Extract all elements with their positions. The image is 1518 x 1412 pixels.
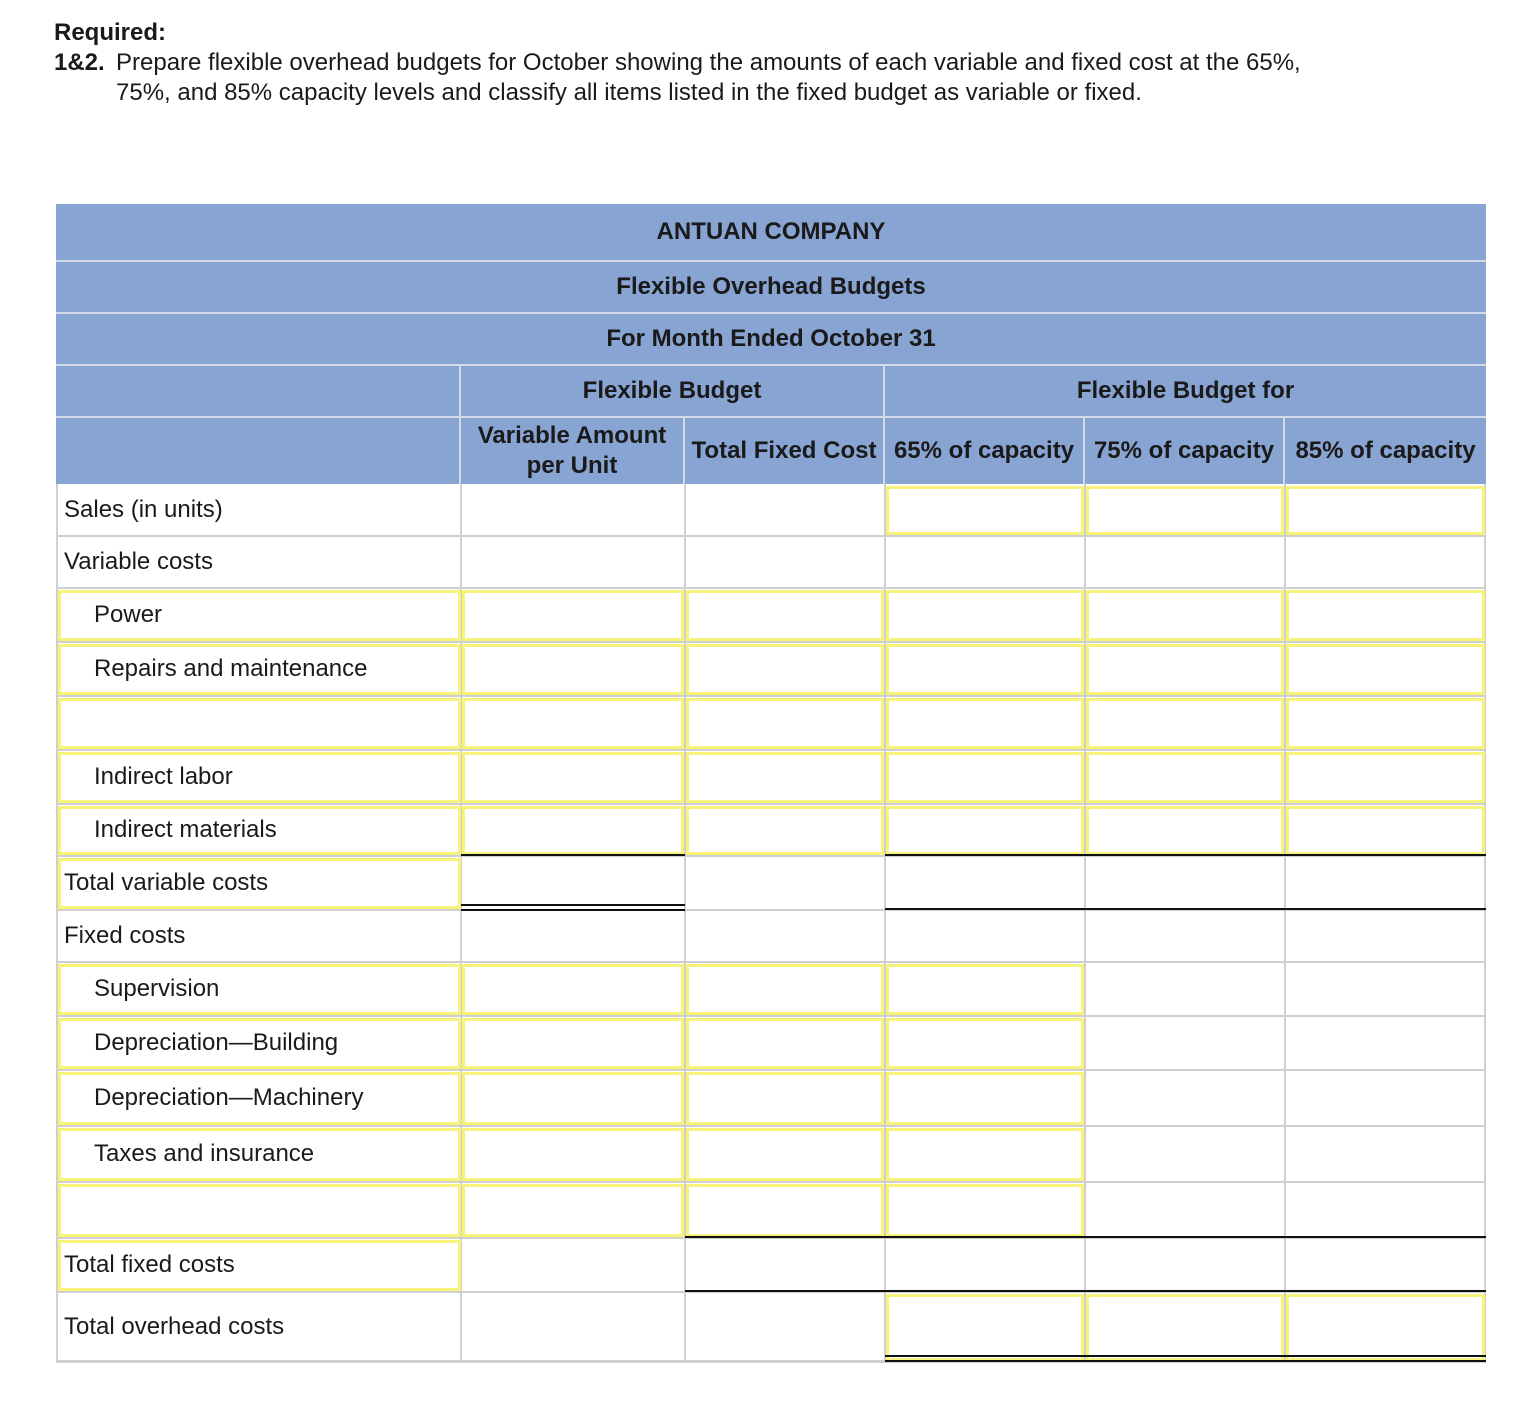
rule-above-total-variable <box>461 854 685 856</box>
row-supervision-label: Supervision <box>94 975 220 1002</box>
row-repairs-maintenance-bottom-line <box>56 695 1486 697</box>
row-fixed-costs-bottom-line <box>56 961 1486 963</box>
row-supervision-total-fixed-input[interactable] <box>686 964 884 1015</box>
rule-double-total-overhead-1 <box>885 1355 1486 1357</box>
row-depreciation-machinery-bottom-line <box>56 1125 1486 1127</box>
row-indirect-labor-bottom-line <box>56 803 1486 805</box>
rule-below-total-variable-capacity <box>885 908 1486 910</box>
row-power-75-capacity-input[interactable] <box>1086 590 1284 641</box>
row-indirect-materials-65-capacity-input[interactable] <box>886 806 1084 855</box>
row-indirect-labor-label: Indirect labor <box>94 763 233 790</box>
row-total-overhead-costs-75-capacity-input[interactable] <box>1086 1294 1284 1361</box>
row-depreciation-building-label: Depreciation—Building <box>94 1029 339 1056</box>
row-supervision-65-capacity-input[interactable] <box>886 964 1084 1015</box>
row-taxes-insurance-label: Taxes and insurance <box>94 1140 315 1167</box>
row-supervision-bottom-line <box>56 1015 1486 1017</box>
row-depreciation-machinery-total-fixed-input[interactable] <box>686 1072 884 1125</box>
row-blank-variable-85-capacity-input[interactable] <box>1286 698 1485 749</box>
requirement-text-block <box>54 48 1354 108</box>
row-blank-variable-bottom-line <box>56 749 1486 751</box>
row-blank-fixed-variable-amount-input[interactable] <box>462 1184 684 1237</box>
row-depreciation-building-variable-amount-input[interactable] <box>462 1018 684 1069</box>
row-variable-costs-label: Variable costs <box>64 548 213 575</box>
required-heading: Required: <box>54 19 167 46</box>
row-indirect-labor-variable-amount-input[interactable] <box>462 752 684 803</box>
header-total-fixed-cost: Total Fixed Cost <box>685 418 885 484</box>
header-flexible-budget: Flexible Budget <box>461 366 885 418</box>
row-taxes-insurance-total-fixed-input[interactable] <box>686 1128 884 1181</box>
row-depreciation-machinery-label: Depreciation—Machinery <box>94 1084 364 1111</box>
row-supervision-variable-amount-input[interactable] <box>462 964 684 1015</box>
row-indirect-materials-total-fixed-input[interactable] <box>686 806 884 855</box>
row-indirect-materials-85-capacity-input[interactable] <box>1286 806 1485 855</box>
rule-double-total-variable-2 <box>461 909 685 911</box>
row-power-total-fixed-input[interactable] <box>686 590 884 641</box>
flexible-budget-worksheet <box>56 204 1486 1362</box>
row-power-65-capacity-input[interactable] <box>886 590 1084 641</box>
row-indirect-materials-75-capacity-input[interactable] <box>1086 806 1284 855</box>
row-total-variable-costs-label: Total variable costs <box>64 869 269 896</box>
requirement-number: 1&2. <box>54 49 105 76</box>
header-blank-1 <box>56 366 461 418</box>
instructions <box>54 18 1354 108</box>
row-blank-variable-variable-amount-input[interactable] <box>462 698 684 749</box>
header-blank-2 <box>56 418 461 484</box>
row-indirect-labor-85-capacity-input[interactable] <box>1286 752 1485 803</box>
row-repairs-maintenance-total-fixed-input[interactable] <box>686 644 884 695</box>
row-total-overhead-costs-65-capacity-input[interactable] <box>886 1294 1084 1361</box>
row-blank-variable-65-capacity-input[interactable] <box>886 698 1084 749</box>
row-total-fixed-costs-label: Total fixed costs <box>64 1251 235 1278</box>
row-indirect-materials-variable-amount-input[interactable] <box>462 806 684 855</box>
rule-double-total-overhead-2 <box>885 1360 1486 1362</box>
row-sales-label: Sales (in units) <box>64 496 223 523</box>
row-variable-costs-bottom-line <box>56 587 1486 589</box>
row-blank-variable-label-input[interactable] <box>58 698 461 749</box>
row-sales-75-capacity-input[interactable] <box>1086 486 1284 535</box>
row-taxes-insurance-variable-amount-input[interactable] <box>462 1128 684 1181</box>
header-85-capacity: 85% of capacity <box>1285 418 1486 484</box>
row-total-overhead-costs-85-capacity-input[interactable] <box>1286 1294 1485 1361</box>
header-75-capacity: 75% of capacity <box>1085 418 1285 484</box>
row-sales-65-capacity-input[interactable] <box>886 486 1084 535</box>
header-variable-amount-per-unit: Variable Amount per Unit <box>461 418 685 484</box>
row-blank-fixed-total-fixed-input[interactable] <box>686 1184 884 1237</box>
requirement-text: Prepare flexible overhead budgets for October showing the amounts of each variable and fixed cost at the 65%, 75%, and 85% capacity levels and classify all items listed in the fixed budget as variable or fixed. <box>116 49 1301 106</box>
row-depreciation-building-65-capacity-input[interactable] <box>886 1018 1084 1069</box>
rule-above-total-fixed <box>685 1236 1486 1238</box>
row-sales-bottom-line <box>56 535 1486 537</box>
row-blank-fixed-65-capacity-input[interactable] <box>886 1184 1084 1237</box>
company-name: ANTUAN COMPANY <box>56 204 1486 262</box>
row-blank-variable-75-capacity-input[interactable] <box>1086 698 1284 749</box>
row-repairs-maintenance-65-capacity-input[interactable] <box>886 644 1084 695</box>
row-indirect-materials-label: Indirect materials <box>94 816 277 843</box>
row-power-variable-amount-input[interactable] <box>462 590 684 641</box>
rule-below-total-fixed <box>685 1290 1486 1292</box>
row-repairs-maintenance-variable-amount-input[interactable] <box>462 644 684 695</box>
row-depreciation-building-bottom-line <box>56 1069 1486 1071</box>
row-taxes-insurance-bottom-line <box>56 1181 1486 1183</box>
row-total-overhead-costs-label: Total overhead costs <box>64 1313 285 1340</box>
row-repairs-maintenance-75-capacity-input[interactable] <box>1086 644 1284 695</box>
row-power-label: Power <box>94 601 163 628</box>
rule-above-total-variable-capacity <box>885 854 1486 856</box>
header-flexible-budget-for: Flexible Budget for <box>885 366 1486 418</box>
row-blank-variable-total-fixed-input[interactable] <box>686 698 884 749</box>
row-indirect-labor-total-fixed-input[interactable] <box>686 752 884 803</box>
row-depreciation-building-total-fixed-input[interactable] <box>686 1018 884 1069</box>
row-indirect-labor-65-capacity-input[interactable] <box>886 752 1084 803</box>
row-sales-85-capacity-input[interactable] <box>1286 486 1485 535</box>
header-65-capacity: 65% of capacity <box>885 418 1085 484</box>
report-period: For Month Ended October 31 <box>56 314 1486 366</box>
row-fixed-costs-label: Fixed costs <box>64 922 186 949</box>
row-repairs-maintenance-label: Repairs and maintenance <box>94 655 368 682</box>
rule-double-total-variable-1 <box>461 904 685 906</box>
row-depreciation-machinery-variable-amount-input[interactable] <box>462 1072 684 1125</box>
row-power-bottom-line <box>56 641 1486 643</box>
row-repairs-maintenance-85-capacity-input[interactable] <box>1286 644 1485 695</box>
report-title: Flexible Overhead Budgets <box>56 262 1486 314</box>
row-taxes-insurance-65-capacity-input[interactable] <box>886 1128 1084 1181</box>
row-indirect-labor-75-capacity-input[interactable] <box>1086 752 1284 803</box>
row-blank-fixed-label-input[interactable] <box>58 1184 461 1237</box>
row-power-85-capacity-input[interactable] <box>1286 590 1485 641</box>
row-depreciation-machinery-65-capacity-input[interactable] <box>886 1072 1084 1125</box>
